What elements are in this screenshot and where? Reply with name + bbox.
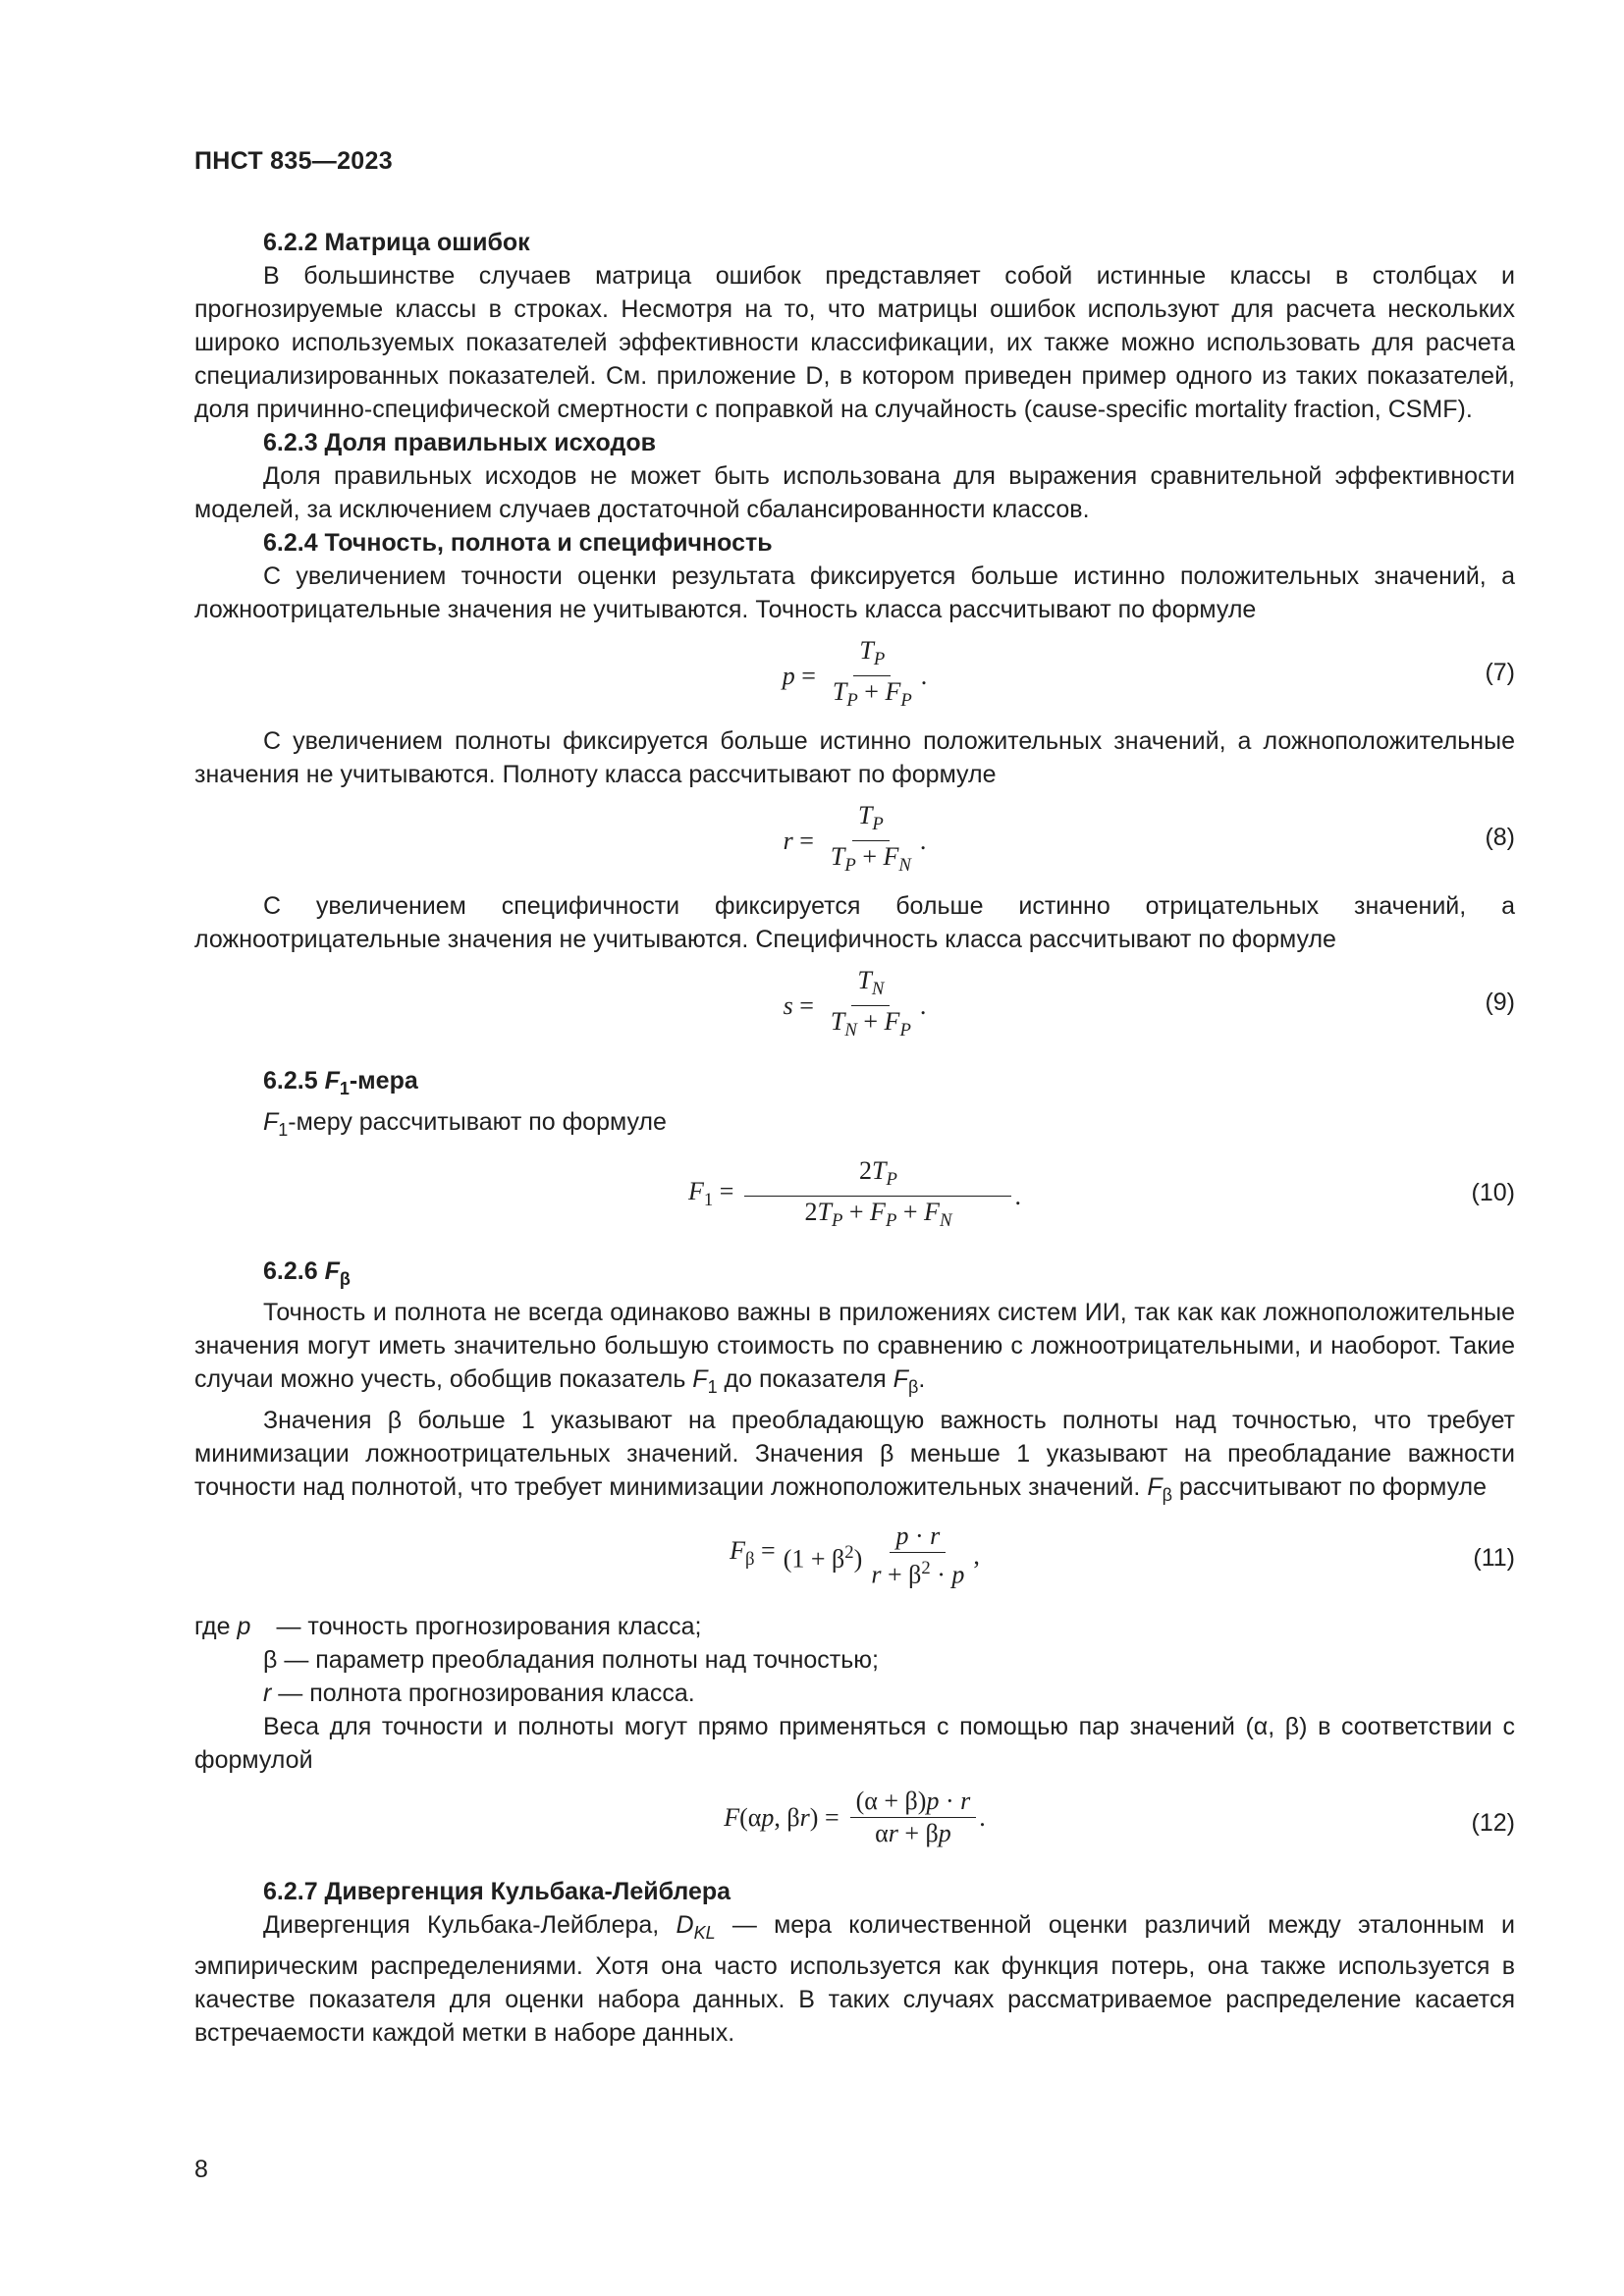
section-6-2-3-title: 6.2.3 Доля правильных исходов: [263, 429, 656, 456]
equation-10-number: (10): [1471, 1179, 1515, 1206]
section-6-2-2-title: 6.2.2 Матрица ошибок: [263, 229, 530, 256]
weighted-f-formula: F(αp, βr) = $\frac{(\alpha + \beta)p \cdot r}{\alpha r + \beta p}$ .: [724, 1787, 986, 1847]
equation-9: [194, 966, 1515, 1041]
equation-11: [194, 1522, 1515, 1592]
f1-paragraph: $F_1$-меру рассчитывают по формуле: [263, 1108, 667, 1140]
equation-8-number: (8): [1485, 824, 1515, 851]
f-beta-paragraph-2: Значения β больше 1 указывают на преобладающую важность полноты над точностью, что требует минимизации ложноотрицательных значений. Значения β меньше 1 указывают на преобладание важности точности над полнотой, что требует минимизации ложноположительных значений. $F_\beta$ рассчитывают по формуле: [194, 1407, 1515, 1505]
section-6-2-3-paragraph: Доля правильных исходов не может быть использована для выражения сравнительной эффективности моделей, за исключением случаев достаточной сбалансированности классов.: [194, 462, 1515, 523]
recall-formula: r = $\frac{T_P}{T_P + F_N}$ .: [783, 801, 927, 877]
equation-7-number: (7): [1485, 659, 1515, 686]
specificity-paragraph: С увеличением специфичности фиксируется больше истинно отрицательных значений, а ложноотрицательные значения не учитываются. Специфичность класса рассчитывают по формуле: [194, 892, 1515, 953]
definition-p: где p — точность прогнозирования класса;: [194, 1613, 702, 1640]
recall-paragraph: С увеличением полноты фиксируется больше истинно положительных значений, а ложноположительные значения не учитываются. Полноту класса рассчитывают по формуле: [194, 727, 1515, 788]
section-6-2-2-paragraph: В большинстве случаев матрица ошибок представляет собой истинные классы в столбцах и прогнозируемые классы в строках. Несмотря на то, что матрицы ошибок используют для расчета нескольких широко используемых показателей эффективности классификации, их также можно использовать для расчета специализированных показателей. См. приложение D, в котором приведен пример одного из таких показателей, доля причинно-специфической смертности с поправкой на случайность (cause-specific mortality fraction, CSMF).: [194, 262, 1515, 423]
equation-12: [194, 1787, 1515, 1857]
f-beta-formula: $F_\beta$ = $(1 + \beta^2)$ $\frac{p \cdot r}{r + \beta^2 \cdot p}$ ,: [730, 1522, 980, 1589]
f-beta-paragraph-1: Точность и полнота не всегда одинаково важны в приложениях систем ИИ, так как как ложноположительные значения могут иметь значительно большую стоимость по сравнению с ложноотрицательными, и наоборот. Такие случаи можно учесть, обобщив показатель $F_1$ до показателя $F_\beta$.: [194, 1299, 1515, 1397]
page-number: 8: [194, 2156, 208, 2183]
section-6-2-6-title: 6.2.6 $F_\beta$: [263, 1257, 351, 1289]
document-id: ПНСТ 835—2023: [194, 147, 393, 175]
equation-8: [194, 801, 1515, 877]
definition-r: r — полнота прогнозирования класса.: [263, 1680, 695, 1707]
kl-divergence-paragraph: Дивергенция Кульбака-Лейблера, $D_{KL}$ — мера количественной оценки различий между эталонным и эмпирическим распределениями. Хотя она часто используется как функция потерь, она также используется в качестве показателя для оценки набора данных. В таких случаях рассматриваемое распределение касается встречаемости каждой метки в наборе данных.: [194, 1911, 1515, 2047]
page-content: [194, 226, 1515, 2050]
equation-12-number: (12): [1471, 1809, 1515, 1837]
variable-definitions: [194, 1610, 1515, 1710]
precision-paragraph: С увеличением точности оценки результата фиксируется больше истинно положительных значений, а ложноотрицательные значения не учитываются. Точность класса рассчитывают по формуле: [194, 562, 1515, 623]
equation-7: [194, 636, 1515, 712]
precision-formula: p = $\frac{T_P}{T_P + F_P}$ .: [782, 636, 928, 712]
definition-beta: β — параметр преобладания полноты над точностью;: [263, 1646, 879, 1674]
equation-9-number: (9): [1485, 988, 1515, 1016]
section-6-2-4-title: 6.2.4 Точность, полнота и специфичность: [263, 529, 773, 557]
weights-paragraph: Веса для точности и полноты могут прямо применяться с помощью пар значений (α, β) в соответствии с формулой: [194, 1713, 1515, 1774]
specificity-formula: s = $\frac{T_N}{T_N + F_P}$ .: [783, 966, 927, 1041]
equation-10: [194, 1156, 1515, 1232]
equation-11-number: (11): [1473, 1544, 1515, 1572]
f1-formula: $F_1$ = $\frac{2T_P}{2T_P + F_P + F_N}$ .: [688, 1156, 1021, 1232]
section-6-2-7-title: 6.2.7 Дивергенция Кульбака-Лейблера: [263, 1878, 731, 1905]
section-6-2-5-title: 6.2.5 $F_1$-мера: [263, 1067, 418, 1098]
